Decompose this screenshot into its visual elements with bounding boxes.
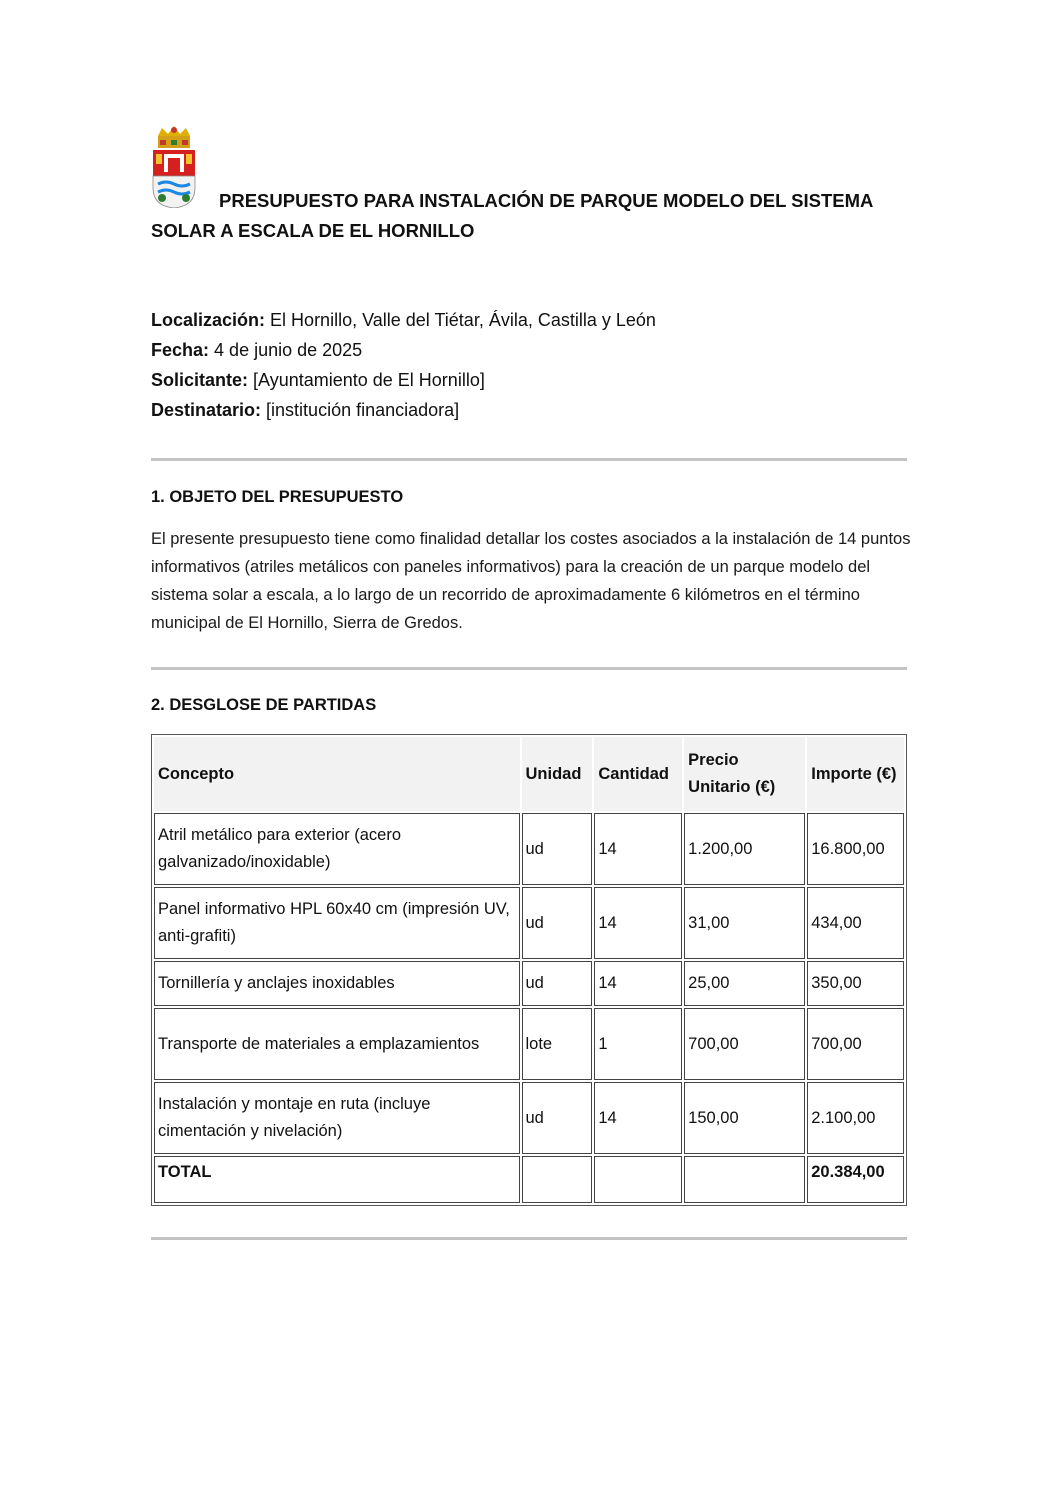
cell-concepto: Tornillería y anclajes inoxidables — [154, 961, 520, 1006]
cell-unidad: ud — [522, 961, 593, 1006]
cell-importe: 434,00 — [807, 887, 904, 959]
meta-applicant: Solicitante: [Ayuntamiento de El Hornillo] — [151, 370, 485, 390]
cell-importe: 700,00 — [807, 1008, 904, 1080]
table-row — [154, 887, 904, 959]
document-title: PRESUPUESTO PARA INSTALACIÓN DE PARQUE MODELO DEL SISTEMA SOLAR A ESCALA DE EL HORNILLO — [151, 190, 873, 241]
table-row — [154, 813, 904, 885]
cell-precio: 1.200,00 — [684, 813, 805, 885]
column-header-unidad: Unidad — [522, 737, 593, 811]
section-body-objeto: El presente presupuesto tiene como finalidad detallar los costes asociados a la instalación de 14 puntos informativos (atriles metálicos con paneles informativos) para la creación de un parque modelo del sistema solar a escala, a lo largo de un recorrido de aproximadamente 6 kilómetros en el término municipal de El Hornillo, Sierra de Gredos. — [151, 530, 911, 632]
budget-table — [151, 734, 907, 1206]
cell-precio: 25,00 — [684, 961, 805, 1006]
meta-recipient: Destinatario: [institución financiadora] — [151, 400, 460, 420]
column-header-concepto: Concepto — [154, 737, 520, 811]
table-total-row — [154, 1156, 904, 1203]
cell-cantidad: 14 — [594, 1082, 682, 1154]
cell-importe: 16.800,00 — [807, 813, 904, 885]
cell-precio: 700,00 — [684, 1008, 805, 1080]
cell-importe: 350,00 — [807, 961, 904, 1006]
cell-total-label: TOTAL — [154, 1156, 520, 1203]
cell-empty — [594, 1156, 682, 1203]
cell-cantidad: 14 — [594, 961, 682, 1006]
cell-cantidad: 14 — [594, 887, 682, 959]
section-heading-desglose: 2. DESGLOSE DE PARTIDAS — [151, 696, 377, 714]
cell-unidad: lote — [522, 1008, 593, 1080]
cell-concepto: Atril metálico para exterior (acero galvanizado/inoxidable) — [154, 813, 520, 885]
cell-cantidad: 1 — [594, 1008, 682, 1080]
cell-unidad: ud — [522, 1082, 593, 1154]
cell-precio: 31,00 — [684, 887, 805, 959]
column-header-importe: Importe (€) — [807, 737, 904, 811]
cell-empty — [684, 1156, 805, 1203]
meta-location: Localización: El Hornillo, Valle del Tiétar, Ávila, Castilla y León — [151, 310, 656, 330]
cell-importe: 2.100,00 — [807, 1082, 904, 1154]
table-header-row — [154, 737, 904, 811]
section-heading-objeto: 1. OBJETO DEL PRESUPUESTO — [151, 488, 404, 506]
cell-unidad: ud — [522, 813, 593, 885]
table-row — [154, 961, 904, 1006]
cell-unidad: ud — [522, 887, 593, 959]
cell-cantidad: 14 — [594, 813, 682, 885]
column-header-precio: Precio Unitario (€) — [684, 737, 805, 811]
horizontal-divider — [151, 1237, 907, 1240]
cell-concepto: Transporte de materiales a emplazamientos — [154, 1008, 520, 1080]
meta-date: Fecha: 4 de junio de 2025 — [151, 340, 363, 360]
column-header-cantidad: Cantidad — [594, 737, 682, 811]
cell-total-amount: 20.384,00 — [807, 1156, 904, 1203]
table-row — [154, 1082, 904, 1154]
table-row — [154, 1008, 904, 1080]
cell-precio: 150,00 — [684, 1082, 805, 1154]
horizontal-divider — [151, 458, 907, 461]
horizontal-divider — [151, 667, 907, 670]
metadata-block — [151, 305, 656, 425]
cell-concepto: Instalación y montaje en ruta (incluye cimentación y nivelación) — [154, 1082, 520, 1154]
cell-empty — [522, 1156, 593, 1203]
cell-concepto: Panel informativo HPL 60x40 cm (impresión UV, anti-grafiti) — [154, 887, 520, 959]
